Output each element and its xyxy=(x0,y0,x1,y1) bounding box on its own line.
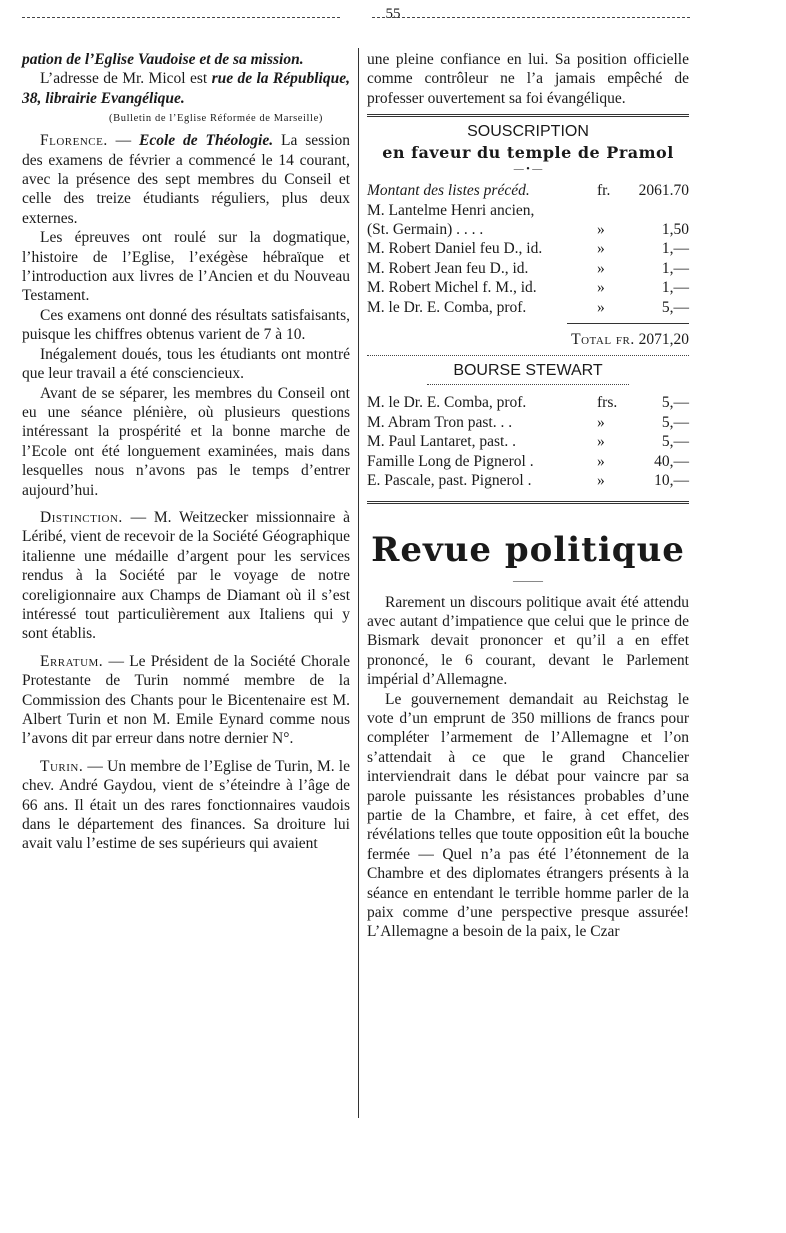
paragraph-revue-1: Rarement un discours politique avait été attendu avec autant d’impatience que celui que le prince de Bismark devait prononcer et qu’il a en effet prononcé, le 6 courant, devant le Parlement impérial d’Allemagne. xyxy=(367,593,689,689)
row-name: (St. Germain) . . . . xyxy=(367,221,484,239)
table-row xyxy=(367,259,689,278)
row-unit: » xyxy=(597,472,605,490)
section-label-florence: Florence. xyxy=(40,132,108,150)
paragraph-continuation: une pleine confiance en lui. Sa position officielle comme contrôleur ne l’a jamais empêché de professer ouvertement sa foi évangélique. xyxy=(367,51,689,107)
total-amount: 2071,20 xyxy=(638,331,689,349)
row-amount: 5,— xyxy=(661,433,689,451)
row-name: Montant des listes précéd. xyxy=(367,182,530,200)
bourse-title: BOURSE STEWART xyxy=(453,362,603,380)
table-row xyxy=(367,452,689,471)
table-row xyxy=(367,239,689,258)
paragraph-turin: Turin. — Un membre de l’Eglise de Turin, M. le chev. André Gaydou, vient de s’éteindre à l’âge de 66 ans. Il était un des rares fonctionnaires vaudois dans le département des finances. Sa droiture lui avait valu l’estime de ses supérieurs qui avaient xyxy=(22,757,350,853)
section-label-erratum: Erratum. xyxy=(40,652,104,670)
source-bulletin: (Bulletin de l’Eglise Réformée de Marseille) xyxy=(109,113,323,125)
row-unit: fr. xyxy=(597,182,611,200)
row-name: M. le Dr. E. Comba, prof. xyxy=(367,394,527,412)
row-name: M. Robert Michel f. M., id. xyxy=(367,279,537,297)
row-amount: 1,— xyxy=(661,279,689,297)
row-unit xyxy=(597,201,625,220)
row-unit: » xyxy=(597,452,605,470)
revue-politique-title: Revue politique xyxy=(371,529,685,570)
row-name: M. le Dr. E. Comba, prof. xyxy=(367,298,527,316)
total-label: Total fr. xyxy=(571,331,635,349)
paragraph-eglise-vaudoise: pation de l’Eglise Vaudoise et de sa mission. xyxy=(22,51,304,68)
row-unit: frs. xyxy=(597,394,618,412)
row-unit: » xyxy=(597,279,605,297)
row-amount: 40,— xyxy=(654,452,689,470)
row-unit: » xyxy=(597,413,605,431)
row-name: M. Robert Jean feu D., id. xyxy=(367,259,529,277)
row-amount: 5,— xyxy=(661,394,689,412)
left-column xyxy=(22,50,350,854)
row-amount xyxy=(625,201,689,220)
row-name: Famille Long de Pignerol . xyxy=(367,452,534,470)
souscription-subtitle: en faveur du temple de Pramol xyxy=(382,143,674,163)
souscription-table xyxy=(367,181,689,317)
paragraph-erratum: Erratum. — Le Président de la Société Chorale Protestante de Turin nommé membre de la Commission des Chants pour le Bicentenaire est M. Albert Turin et non M. Emile Eynard comme nous l’avons dit par erreur dans notre dernier N°. xyxy=(22,652,350,748)
paragraph-florence: Florence. — Ecole de Théologie. La session des examens de février a commencé le 14 courant, avec la présence des sept membres du Conseil et celle des treize étudiants réguliers, plus deux externes. xyxy=(22,132,350,227)
table-row xyxy=(367,201,689,220)
separator-rule xyxy=(367,114,689,117)
paragraph-adresse-micol: L’adresse de Mr. Micol est rue de la République, 38, librairie Evangélique. xyxy=(22,70,350,107)
row-name: M. Paul Lantaret, past. . xyxy=(367,433,516,451)
bourse-table xyxy=(367,393,689,490)
table-row xyxy=(367,181,689,200)
row-amount: 5,— xyxy=(661,298,689,316)
souscription-title: SOUSCRIPTION xyxy=(467,123,589,141)
row-name: M. Abram Tron past. . . xyxy=(367,413,513,431)
page-number: 55 xyxy=(385,6,401,22)
total-rule xyxy=(567,323,689,324)
paragraph-examens: Ces examens ont donné des résultats satisfaisants, puisque les chiffres obtenus varient de 7 à 10. xyxy=(22,306,350,344)
right-column xyxy=(367,50,689,942)
table-row xyxy=(367,471,689,490)
row-name: E. Pascale, past. Pignerol . xyxy=(367,472,532,490)
column-divider xyxy=(358,48,359,1118)
separator-rule-2 xyxy=(367,501,689,504)
section-label-distinction: Distinction. xyxy=(40,508,123,526)
ornament-dash: — • — xyxy=(513,164,543,176)
row-amount: 2061.70 xyxy=(638,182,689,200)
bourse-title-rule xyxy=(427,384,629,385)
row-unit: » xyxy=(597,298,605,316)
row-unit: » xyxy=(597,433,605,451)
row-unit: » xyxy=(597,259,605,277)
table-row xyxy=(367,432,689,451)
row-amount: 1,— xyxy=(661,259,689,277)
paragraph-revue-2: Le gouvernement demandait au Reichstag le vote d’un emprunt de 350 millions de francs pour compléter l’armement de l’Allemagne et l’on s’attendait à ce que le grand Chancelier interviendrait dans le débat pour vaincre par sa parole puissante les résistances probables d’une partie de la Chambre, et faire, à cet effet, des révélations telles que toute opposition eût la bouche fermée — Quel n’a pas été l’étonnement de la Chambre et des diplomates étrangers présents à la séance en entendant le terrible homme parler de la paix comme d’une perspective presque assurée! L’Allemagne a besoin de la paix, le Czar xyxy=(367,690,689,941)
row-unit: » xyxy=(597,221,605,239)
separator-dotted xyxy=(367,355,689,356)
section-label-turin: Turin. xyxy=(40,757,84,775)
row-unit: » xyxy=(597,240,605,258)
row-amount: 1,— xyxy=(661,240,689,258)
row-amount: 10,— xyxy=(654,472,689,490)
paragraph-avant: Avant de se séparer, les membres du Conseil ont eu une séance plénière, où plusieurs questions intéressant la prospérité et la bonne marche de l’Ecole ont été longuement examinées, mais dans lesquelles nous n’avons pas le temps d’entrer aujourd’hui. xyxy=(22,384,350,499)
ornament-dash-2: ——— xyxy=(513,575,543,587)
paragraph-distinction: Distinction. — M. Weitzecker missionnaire à Léribé, vient de recevoir de la Société Géographique italienne une médaille d’argent pour les services rendus à la Société par le voyage de notre coreligionnaire aux Champs de Diamant où il s’est intéressé tout particulièrement aux Italiens qui y sont établis. xyxy=(22,508,350,643)
row-name: M. Lantelme Henri ancien, xyxy=(367,201,535,219)
row-amount: 1,50 xyxy=(661,221,689,239)
table-row xyxy=(367,413,689,432)
souscription-total xyxy=(367,330,689,349)
row-name: M. Robert Daniel feu D., id. xyxy=(367,240,543,258)
table-row xyxy=(367,298,689,317)
table-row xyxy=(367,393,689,412)
table-row xyxy=(367,220,689,239)
paragraph-epreuves: Les épreuves ont roulé sur la dogmatique, l’histoire de l’Eglise, l’exégèse hébraïque et l’introduction aux livres de l’Ancien et du Nouveau Testament. xyxy=(22,229,350,305)
paragraph-inegalement: Inégalement doués, tous les étudiants ont montré que leur travail a été consciencieux. xyxy=(22,345,350,383)
table-row xyxy=(367,278,689,297)
header-rule-right xyxy=(372,17,690,18)
row-amount: 5,— xyxy=(661,413,689,431)
